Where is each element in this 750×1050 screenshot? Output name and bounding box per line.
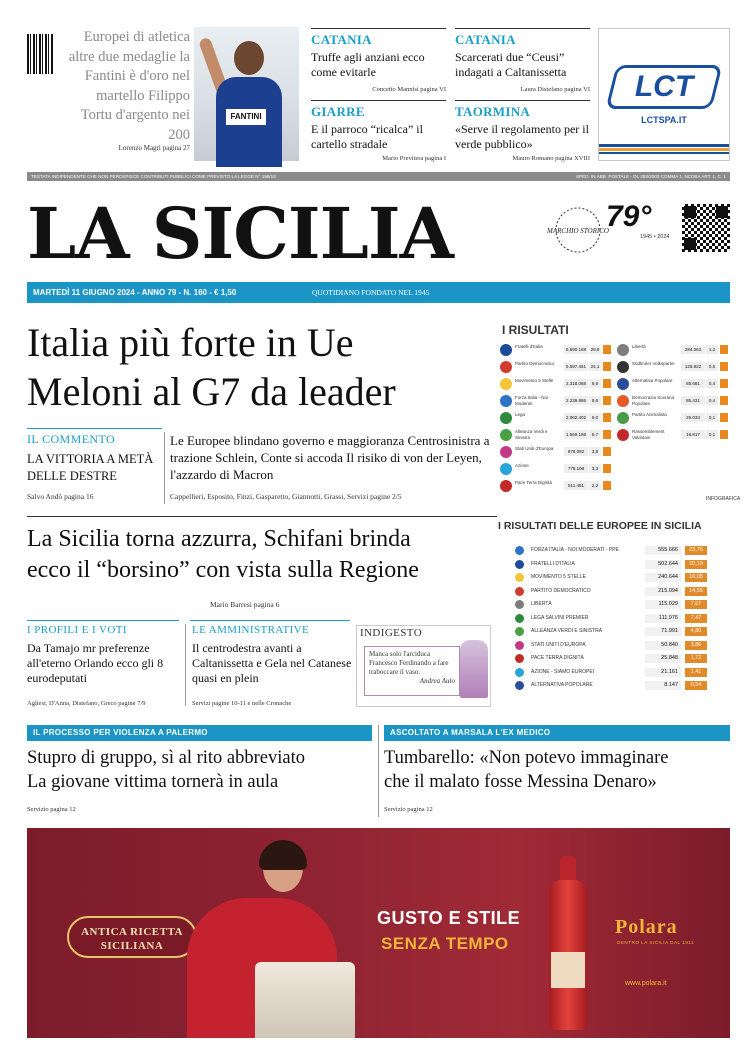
party-votes: 2.318.068 xyxy=(565,381,587,386)
party-percent: 1,41 xyxy=(685,668,707,677)
teaser-text[interactable]: Truffe agli anziani ecco come evitarle xyxy=(311,50,425,79)
issue-date: MARTEDÌ 11 GIUGNO 2024 - ANNO 79 - N. 160 - € 1,50 xyxy=(33,288,237,297)
party-logo-icon xyxy=(617,344,629,356)
party-percent: 3,3 xyxy=(589,464,601,473)
sicilia-row xyxy=(515,573,730,583)
results-row xyxy=(500,376,613,393)
party-seats-marker xyxy=(603,430,611,439)
sicilia-row xyxy=(515,681,730,691)
section-label: GIARRE xyxy=(311,104,365,119)
party-votes: 21.161 xyxy=(645,668,681,677)
party-name: FRATELLI D'ITALIA xyxy=(531,560,575,567)
party-votes: 85.681 xyxy=(681,379,705,388)
party-percent: 24,1 xyxy=(590,364,600,369)
party-logo-icon xyxy=(515,627,524,636)
party-percent: 0,5 xyxy=(706,362,718,371)
party-name: Azione xyxy=(515,463,529,468)
lead-summary[interactable]: Le Europee blindano governo e maggioranza Centrosinistra a trazione Schlein, Conte si accoda Il risiko di von der Leyen, l'azzardo di Macron xyxy=(170,433,490,482)
party-seats-marker xyxy=(603,447,611,456)
party-votes: 26.033 xyxy=(681,413,705,422)
commento-text[interactable]: LA VITTORIA A METÀ DELLE DESTRE xyxy=(27,452,154,483)
polara-url[interactable]: www.polara.it xyxy=(625,980,667,987)
party-name: ALLEANZA VERDI E SINISTRA xyxy=(531,628,603,634)
sicilia-row xyxy=(515,641,730,651)
lct-logo: LCT xyxy=(606,65,723,109)
lct-advert[interactable] xyxy=(598,28,730,161)
party-name: PARTITO DEMOCRATICO xyxy=(531,587,591,594)
party-seats-marker xyxy=(603,413,611,422)
party-percent: 0,1 xyxy=(706,430,718,439)
divider xyxy=(455,28,590,29)
party-logo-icon xyxy=(500,395,512,407)
results-row xyxy=(500,427,613,444)
party-logo-icon xyxy=(500,446,512,458)
results-row xyxy=(500,342,613,359)
party-percent: 28,8 xyxy=(590,347,600,352)
model-hair xyxy=(259,840,307,870)
party-votes: 8.147 xyxy=(645,681,681,690)
party-name: Fratelli d'Italia xyxy=(515,344,543,349)
results-row xyxy=(500,444,613,461)
party-percent: 0,1 xyxy=(706,413,718,422)
party-votes: 6.690.168 xyxy=(565,347,587,352)
divider xyxy=(27,428,162,429)
party-percent: 16,05 xyxy=(685,573,707,582)
divider xyxy=(455,100,590,101)
party-name: Pace Terra Dignità xyxy=(515,480,552,485)
party-logo-icon xyxy=(617,429,629,441)
barcode xyxy=(27,34,53,74)
party-votes: 2.239.886 xyxy=(565,398,587,403)
party-votes: 284.063 xyxy=(681,345,705,354)
party-logo-icon xyxy=(515,587,524,596)
party-votes: 115.029 xyxy=(645,600,681,609)
party-logo-icon xyxy=(515,668,524,677)
results-row xyxy=(617,359,730,376)
party-percent: 3,86 xyxy=(685,641,707,650)
sicilia-row xyxy=(515,587,730,597)
party-name: AZIONE - SIAMO EUROPEI xyxy=(531,668,595,675)
dateline-bar xyxy=(27,282,730,303)
sicilia-row xyxy=(515,546,730,556)
party-name: LEGA SALVINI PREMIER xyxy=(531,614,589,621)
results-row xyxy=(617,393,730,410)
commento-label: IL COMMENTO xyxy=(27,432,116,446)
party-name: Rassemblement Valdotain xyxy=(632,429,665,440)
party-seats-marker xyxy=(720,362,728,371)
lct-stripes xyxy=(599,144,729,154)
sicilia-results-title: I RISULTATI DELLE EUROPEE IN SICILIA xyxy=(498,520,702,532)
cartoon-illustration xyxy=(460,640,488,698)
section-label: CATANIA xyxy=(311,32,372,47)
party-logo-icon xyxy=(515,681,524,690)
party-logo-icon xyxy=(500,480,512,492)
lct-url: LCTSPA.IT xyxy=(641,115,687,125)
party-name: PACE TERRA DIGNITÀ xyxy=(531,655,584,661)
marchio-icon xyxy=(547,204,609,256)
sport-teaser-author: Lorenzo Magrì pagina 27 xyxy=(118,144,190,152)
party-logo-icon xyxy=(617,395,629,407)
divider xyxy=(311,100,446,101)
party-logo-icon xyxy=(500,344,512,356)
sicilia-row xyxy=(515,600,730,610)
party-percent: 0,4 xyxy=(706,396,718,405)
party-seats-marker xyxy=(603,396,611,405)
party-votes: 215.094 xyxy=(645,587,681,596)
results-row xyxy=(617,342,730,359)
divider xyxy=(311,28,446,29)
results-footer: INFOGRAFICA xyxy=(706,496,741,502)
profili-label: I PROFILI E I VOTI xyxy=(27,624,127,636)
party-votes: 502.644 xyxy=(645,560,681,569)
anniversary-years: 1945 • 2024 xyxy=(640,234,670,240)
teaser-author: Mario Previtera pagina I xyxy=(382,155,446,162)
bottle-label xyxy=(551,952,585,988)
section-bar: ASCOLTATO A MARSALA L'EX MEDICO xyxy=(384,725,730,741)
bottom-left-headline[interactable]: Stupro di gruppo, sì al rito abbreviato La giovane vittima tornerà in aula xyxy=(27,748,305,792)
divider xyxy=(27,620,179,621)
anniversary-number: 79° xyxy=(606,200,652,233)
party-logo-icon xyxy=(515,573,524,582)
polara-logo: Polara xyxy=(615,916,678,938)
section-label: TAORMINA xyxy=(455,104,531,119)
results-row xyxy=(617,410,730,427)
party-votes: 511.451 xyxy=(564,481,588,490)
lead-authors: Cappellieri, Esposito, Finzi, Gasparetto, Giannotti, Grassi, Servizi pagine 2/5 xyxy=(170,492,402,501)
sicilia-row xyxy=(515,560,730,570)
party-percent: 4,80 xyxy=(685,627,707,636)
party-name: STATI UNITI D'EUROPA xyxy=(531,641,586,648)
party-name: Südtiroler Volkspartei xyxy=(632,361,675,366)
party-logo-icon xyxy=(617,361,629,373)
party-logo-icon xyxy=(617,378,629,390)
second-author: Mario Barresi pagina 6 xyxy=(210,600,280,609)
divider xyxy=(185,624,186,706)
party-percent: 14,55 xyxy=(685,587,707,596)
results-row xyxy=(500,393,613,410)
party-logo-icon xyxy=(500,361,512,373)
athlete-photo[interactable] xyxy=(194,27,299,161)
divider xyxy=(27,516,497,517)
sport-teaser[interactable]: Europei di atletica altre due medaglie la Fantini è d'oro nel martello Filippo Tortu d'argento nei 200 xyxy=(68,29,190,143)
section-bar: IL PROCESSO PER VIOLENZA A PALERMO xyxy=(27,725,372,741)
divider xyxy=(190,620,350,621)
sicilia-row xyxy=(515,614,730,624)
divider xyxy=(164,432,165,504)
legal-strip xyxy=(27,172,730,181)
party-seats-marker xyxy=(603,464,611,473)
party-votes: 5.597.461 xyxy=(565,364,587,369)
party-logo-icon xyxy=(515,560,524,569)
party-logo-icon xyxy=(500,429,512,441)
svg-text:MARCHIO STORICO: MARCHIO STORICO xyxy=(547,227,609,235)
party-name: Partito Democratico xyxy=(515,361,555,366)
party-votes: 111.976 xyxy=(645,614,681,623)
party-votes: 71.991 xyxy=(645,627,681,636)
party-name: Alleanza Verdi e Sinistra xyxy=(515,429,548,440)
results-row xyxy=(500,410,613,427)
results-row xyxy=(617,427,730,444)
party-votes: 2.062.402 xyxy=(565,415,587,420)
party-name: LIBERTÀ xyxy=(531,601,552,607)
party-logo-icon xyxy=(515,614,524,623)
party-name: Movimento 5 Stelle xyxy=(515,378,554,383)
party-votes: 16.817 xyxy=(681,430,705,439)
party-percent: 9,9 xyxy=(589,379,601,388)
party-logo-icon xyxy=(500,378,512,390)
results-row xyxy=(617,376,730,393)
polara-tagline: DENTRO LA SICILIA DAL 1911 xyxy=(617,940,695,945)
teaser-author: Mauro Romano pagina XVIII xyxy=(512,155,590,162)
ad-slogan-1: GUSTO E STILE xyxy=(377,908,521,928)
results-title: I RISULTATI xyxy=(502,323,569,337)
party-percent: 0,54 xyxy=(685,681,707,690)
teaser-text[interactable]: «Serve il regolamento per il verde pubblico» xyxy=(455,122,589,151)
sicilia-row xyxy=(515,668,730,678)
party-logo-icon xyxy=(515,600,524,609)
party-name: Partito Animalista xyxy=(632,412,667,417)
results-row xyxy=(500,478,613,495)
bottom-left-author: Servizio pagina 12 xyxy=(27,806,76,813)
amministrative-text[interactable]: Il centrodestra avanti a Caltanissetta e Gela nel Catanese quasi en plein xyxy=(192,641,352,685)
party-logo-icon xyxy=(515,641,524,650)
party-percent: 23,75 xyxy=(685,546,707,555)
party-percent: 3,8 xyxy=(589,447,601,456)
second-headline[interactable]: La Sicilia torna azzurra, Schifani brinda ecco il “borsino” con vista sulla Regione xyxy=(27,526,419,583)
party-votes: 129.822 xyxy=(681,362,705,371)
party-votes: 240.644 xyxy=(645,573,681,582)
legal-strip-right: SPED. IN ABB. POSTALE - DL 353/2003 COMMA 1, NCDBA ART. 1, C. 1 xyxy=(575,174,726,179)
founding-slogan: QUOTIDIANO FONDATO NEL 1945 xyxy=(312,288,430,297)
party-votes: 50.840 xyxy=(645,641,681,650)
party-percent: 20,19 xyxy=(685,560,707,569)
results-row xyxy=(500,461,613,478)
teaser-text[interactable]: E il parroco “ricalca” il cartello stradale xyxy=(311,122,423,151)
party-logo-icon xyxy=(617,412,629,424)
party-percent: 0,4 xyxy=(706,379,718,388)
party-percent: 1,72 xyxy=(685,654,707,663)
party-percent: 9,6 xyxy=(589,396,601,405)
marchio-storico-badge xyxy=(547,204,609,256)
indigesto-label: INDIGESTO xyxy=(360,627,423,639)
results-row xyxy=(500,359,613,376)
party-logo-icon xyxy=(515,654,524,663)
indigesto-quote: Manca solo l'arciduca Francesco Ferdinando a fare traboccare il vaso. Andrea Aulo xyxy=(364,646,460,696)
party-seats-marker xyxy=(720,345,728,354)
party-seats-marker xyxy=(720,396,728,405)
party-logo-icon xyxy=(500,463,512,475)
ad-slogan-2: SENZA TEMPO xyxy=(381,934,509,953)
masthead-title[interactable]: LA SICILIA xyxy=(27,192,453,275)
profili-text[interactable]: Da Tamajo mr preferenze all'eterno Orlando ecco gli 8 eurodeputati xyxy=(27,641,164,685)
party-name: Forza Italia - Noi Moderati xyxy=(515,395,549,406)
bottom-right-author: Servizio pagina 12 xyxy=(384,806,433,813)
party-logo-icon xyxy=(500,412,512,424)
party-percent: 7,47 xyxy=(685,614,707,623)
photo-bib: FANTINI xyxy=(226,109,266,125)
teaser-author: Concetto Mannisi pagina VI xyxy=(372,86,446,93)
section-label: CATANIA xyxy=(455,32,516,47)
legal-strip-left: TESTATA INDIPENDENTE CHE NON PERCEPISCE CONTRIBUTI PUBBLICI COME PREVISTO LA LEGGE N° 198/16 xyxy=(31,174,276,179)
party-name: Libertà xyxy=(632,344,646,349)
amministrative-label: LE AMMINISTRATIVE xyxy=(192,624,310,636)
party-votes: 555.666 xyxy=(645,546,681,555)
party-seats-marker xyxy=(603,481,611,490)
party-votes: 778.108 xyxy=(564,464,588,473)
party-name: Lega xyxy=(515,412,526,417)
party-percent: 2,2 xyxy=(589,481,601,490)
lead-headline[interactable]: Italia più forte in Ue Meloni al G7 da leader xyxy=(27,320,396,414)
party-name: FORZA ITALIA - NOI MODERATI - PPE xyxy=(531,547,619,553)
teaser-author: Laura Distefano pagina VI xyxy=(520,86,590,93)
bottom-right-headline[interactable]: Tumbarello: «Non potevo immaginare che il malato fosse Messina Denaro» xyxy=(384,748,669,792)
column-pedestal xyxy=(255,962,355,1038)
party-percent: 9,0 xyxy=(589,413,601,422)
party-votes: 878.082 xyxy=(564,447,588,456)
party-votes: 25.848 xyxy=(645,654,681,663)
sicilia-row xyxy=(515,654,730,664)
party-votes: 1.569.188 xyxy=(565,432,587,437)
party-seats-marker xyxy=(603,345,611,354)
party-name: Alternativa Popolare xyxy=(632,378,673,383)
party-name: Democrazia Sovrana Popolare xyxy=(632,395,675,406)
party-seats-marker xyxy=(720,430,728,439)
party-logo-icon xyxy=(515,546,524,555)
sicilia-row xyxy=(515,627,730,637)
party-percent: 7,67 xyxy=(685,600,707,609)
party-name: Stati Uniti d'Europa xyxy=(515,446,554,451)
profili-author: Agliesi, D'Anna, Distefano, Greco pagine 7/9 xyxy=(27,700,146,707)
polara-advert[interactable] xyxy=(27,828,730,1038)
commento-author: Salvo Andò pagina 16 xyxy=(27,492,94,501)
divider xyxy=(378,725,379,817)
party-seats-marker xyxy=(720,379,728,388)
qr-code[interactable] xyxy=(682,204,730,252)
party-seats-marker xyxy=(720,413,728,422)
party-seats-marker xyxy=(603,379,611,388)
teaser-text[interactable]: Scarcerati due “Ceusi” indagati a Caltanissetta xyxy=(455,50,567,79)
party-percent: 6,7 xyxy=(589,430,601,439)
party-seats-marker xyxy=(603,362,611,371)
party-percent: 1,2 xyxy=(706,345,718,354)
antica-ricetta-badge: ANTICA RICETTA SICILIANA xyxy=(67,916,197,958)
party-name: MOVIMENTO 5 STELLE xyxy=(531,574,586,580)
party-name: ALTERNATIVA POPOLARE xyxy=(531,682,593,688)
party-votes: 85.431 xyxy=(681,396,705,405)
amministrative-author: Servizi pagine 10-11 e nelle Cronache xyxy=(192,700,292,707)
